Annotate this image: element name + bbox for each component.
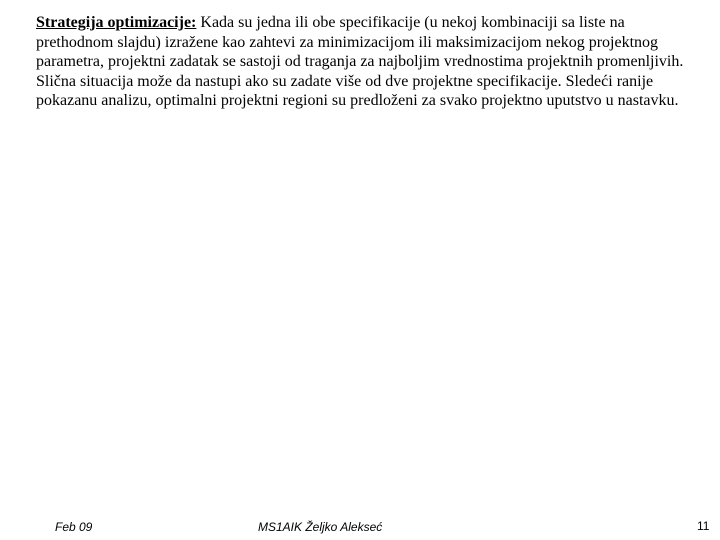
footer-date: Feb 09 bbox=[55, 520, 93, 534]
slide-term-heading: Strategija optimizacije: bbox=[36, 14, 197, 31]
slide-body-text: Kada su jedna ili obe specifikacije (u nekoj kombinaciji sa liste na prethodnom slajdu) izražene kao zahtevi za minimizacijom ili maksimizacijom nekog projektnog parametra, projektni zadatak se sastoji od traganja za najboljim vrednostima projektnih promenljivih. Slična situacija može da nastupi ako su zadate više od dve projektne specifikacije. Sledeći ranije pokazanu analizu, optimalni projektni regioni su predloženi za svako projektno uputstvo u nastavku. bbox=[36, 14, 684, 109]
slide-body-paragraph bbox=[36, 13, 686, 111]
footer-author: MS1AIK Željko Alekseć bbox=[258, 520, 383, 534]
footer-page-number: 11 bbox=[697, 519, 710, 533]
